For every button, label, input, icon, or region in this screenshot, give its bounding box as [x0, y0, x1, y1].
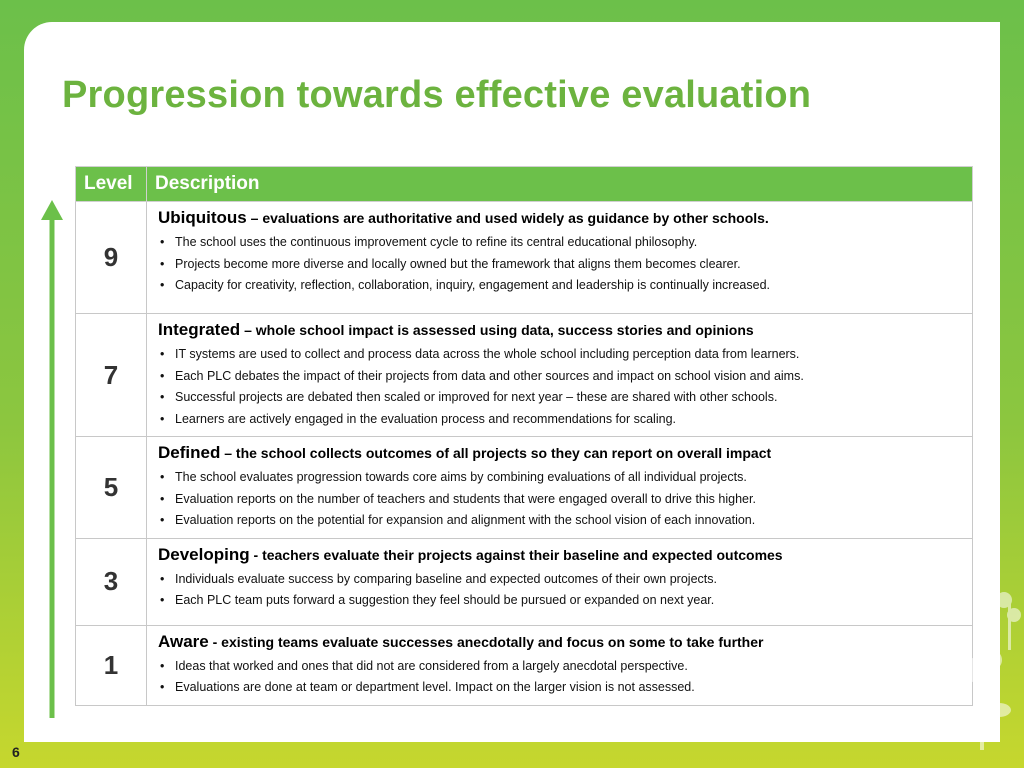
list-item: • Each PLC team puts forward a suggestion they feel should be pursued or expanded on next year. — [158, 590, 964, 612]
list-item: • The school uses the continuous improvement cycle to refine its central educational philosophy. — [158, 232, 964, 254]
level-summary: – the school collects outcomes of all projects so they can report on overall impact — [220, 445, 772, 461]
levels-table — [75, 166, 973, 706]
level-heading — [158, 632, 964, 652]
table-row — [76, 538, 973, 625]
table-header-row — [76, 167, 973, 202]
level-number: 1 — [76, 625, 147, 705]
level-summary: - teachers evaluate their projects against their baseline and expected outcomes — [249, 546, 783, 563]
level-heading — [158, 443, 964, 463]
level-description — [147, 538, 973, 625]
up-arrow-icon — [40, 200, 64, 720]
bullet-list — [158, 656, 964, 699]
level-description — [147, 202, 973, 314]
list-item: • Learners are actively engaged in the evaluation process and recommendations for scaling. — [158, 409, 964, 431]
level-number: 3 — [76, 538, 147, 625]
header-level: Level — [76, 167, 147, 202]
table-row — [76, 437, 973, 539]
table-row — [76, 202, 973, 314]
level-heading — [158, 208, 964, 228]
sprout-icon — [904, 570, 1024, 750]
level-heading — [158, 545, 964, 565]
list-item: • Individuals evaluate success by comparing baseline and expected outcomes of their own projects. — [158, 569, 964, 591]
level-term: Ubiquitous — [158, 208, 247, 227]
slide-title: Progression towards effective evaluation — [62, 74, 812, 116]
header-description: Description — [147, 167, 973, 202]
bullet-list — [158, 344, 964, 430]
bullet-list — [158, 232, 964, 297]
list-item: • Evaluation reports on the potential for expansion and alignment with the school vision of each innovation. — [158, 510, 964, 532]
page-number: 6 — [12, 744, 20, 760]
list-item: • Capacity for creativity, reflection, collaboration, inquiry, engagement and leadership is continually increased. — [158, 275, 964, 297]
list-item: • Each PLC debates the impact of their projects from data and other sources and impact on school vision and aims. — [158, 366, 964, 388]
level-number: 9 — [76, 202, 147, 314]
list-item: • Successful projects are debated then scaled or improved for next year – these are shared with other schools. — [158, 387, 964, 409]
level-description — [147, 625, 973, 705]
list-item: • Projects become more diverse and locally owned but the framework that aligns them becomes clearer. — [158, 254, 964, 276]
level-heading — [158, 320, 964, 340]
level-term: Defined — [158, 443, 221, 462]
level-summary: – evaluations are authoritative and used widely as guidance by other schools. — [246, 210, 769, 226]
level-term: Integrated — [158, 320, 241, 339]
level-description — [147, 314, 973, 437]
level-description — [147, 437, 973, 539]
level-number: 5 — [76, 437, 147, 539]
table-row — [76, 314, 973, 437]
bullet-list — [158, 569, 964, 612]
level-term: Developing — [158, 544, 250, 564]
list-item: • Evaluations are done at team or department level. Impact on the larger vision is not assessed. — [158, 677, 964, 699]
list-item: • IT systems are used to collect and process data across the whole school including perception data from learners. — [158, 344, 964, 366]
level-summary: – whole school impact is assessed using data, success stories and opinions — [240, 322, 754, 338]
list-item: • Ideas that worked and ones that did not are considered from a largely anecdotal perspective. — [158, 656, 964, 678]
level-term: Aware — [158, 631, 209, 651]
list-item: • Evaluation reports on the number of teachers and students that were engaged overall to drive this higher. — [158, 489, 964, 511]
level-summary: - existing teams evaluate successes anecdotally and focus on some to take further — [208, 633, 764, 650]
bullet-list — [158, 467, 964, 532]
table-row — [76, 625, 973, 705]
list-item: • The school evaluates progression towards core aims by combining evaluations of all individual projects. — [158, 467, 964, 489]
level-number: 7 — [76, 314, 147, 437]
